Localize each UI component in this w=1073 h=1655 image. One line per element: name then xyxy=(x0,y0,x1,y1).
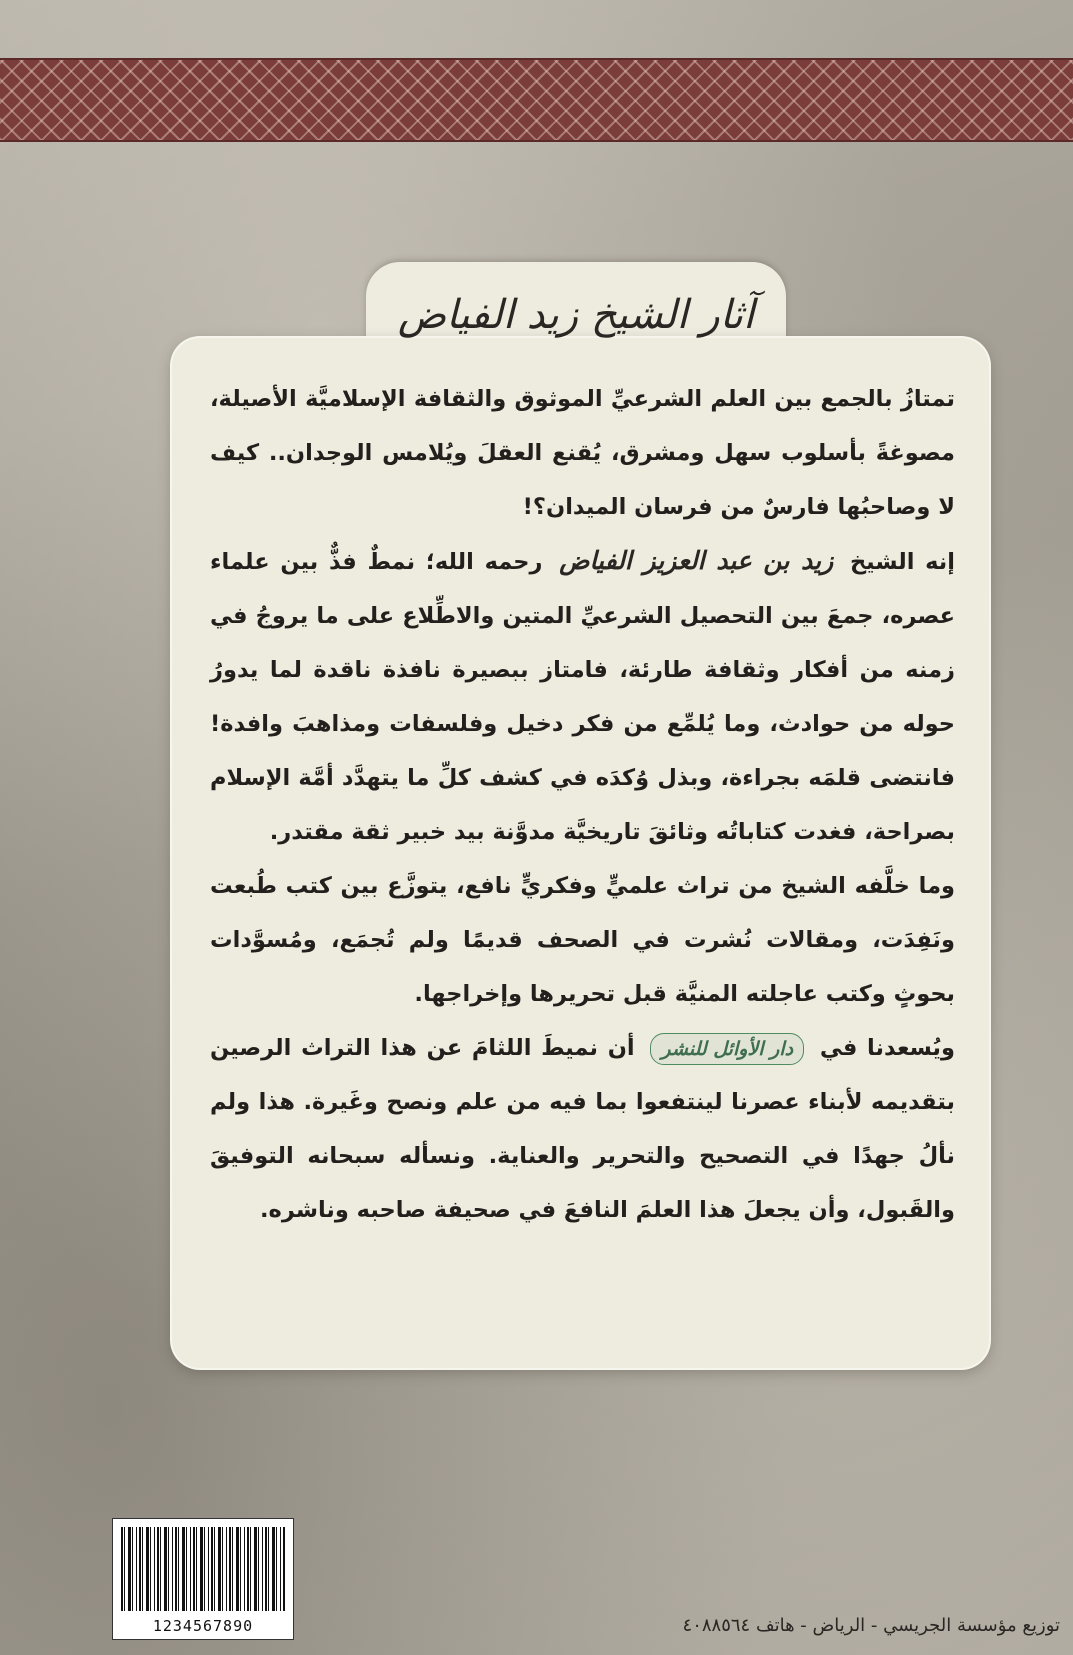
paragraph-publisher xyxy=(210,1021,955,1237)
barcode-bars xyxy=(121,1527,285,1611)
paragraph-intro: تمتازُ بالجمع بين العلم الشرعيِّ الموثوق والثقافة الإسلاميَّة الأصيلة، مصوغةً بأسلوب سهل ومشرق، يُقنع العقلَ ويُلامس الوجدان.. كيف لا وصاحبُها فارسٌ من فرسان الميدان؟! xyxy=(210,386,955,520)
publisher-statement-text: أن نميطَ اللثامَ عن هذا التراث الرصين بتقديمه لأبناء عصرنا لينتفعوا بما فيه من علم ونصح وغَيرة. هذا ولم نألُ جهدًا في التصحيح والتحرير والعناية. ونسأله سبحانه التوفيقَ والقَبول، وأن يجعلَ هذا العلمَ النافعَ في صحيفة صاحبه وناشره. xyxy=(210,1035,955,1223)
decorative-pattern-band xyxy=(0,58,1073,142)
distributor-line: توزيع مؤسسة الجريسي - الرياض - هاتف ٤٠٨٨٥٦٤ xyxy=(682,1615,1060,1636)
barcode xyxy=(112,1518,294,1640)
blurb-text xyxy=(210,372,955,1237)
publisher-logo: دار الأوائل للنشر xyxy=(650,1033,804,1065)
paragraph-author xyxy=(210,534,955,859)
paragraph-legacy: وما خلَّفه الشيخ من تراث علميٍّ وفكريٍّ نافع، يتوزَّع بين كتب طُبعت ونَفِدَت، ومقالات نُشرت في الصحف قديمًا ولم تُجمَع، ومُسوَّدات بحوثٍ وكتب عاجلته المنيَّة قبل تحريرها وإخراجها. xyxy=(210,873,955,1007)
author-name: زيد بن عبد العزيز الفياض xyxy=(559,546,834,575)
barcode-number: 1234567890 xyxy=(152,1617,254,1635)
publisher-intro-text: ويُسعدنا في xyxy=(819,1035,955,1061)
author-description-text: رحمه الله؛ نمطٌ فذٌّ بين علماء عصره، جمعَ بين التحصيل الشرعيِّ المتين والاطِّلاع على ما يروجُ في زمنه من أفكار وثقافة طارئة، فامتاز ببصيرة نافذة ناقدة لما يدورُ حوله من حوادث، وما يُلمِّع من فكر دخيل وفلسفات ومذاهبَ وافدة! فانتضى قلمَه بجراءة، وبذل وُكدَه في كشف كلِّ ما يتهدَّد أمَّة الإسلام بصراحة، فغدت كتاباتُه وثائقَ تاريخيَّة مدوَّنة بيد خبير ثقة مقتدر. xyxy=(210,549,955,845)
book-series-title: آثار الشيخ زيد الفياض xyxy=(397,292,755,338)
author-intro-text: إنه الشيخ xyxy=(849,549,955,575)
